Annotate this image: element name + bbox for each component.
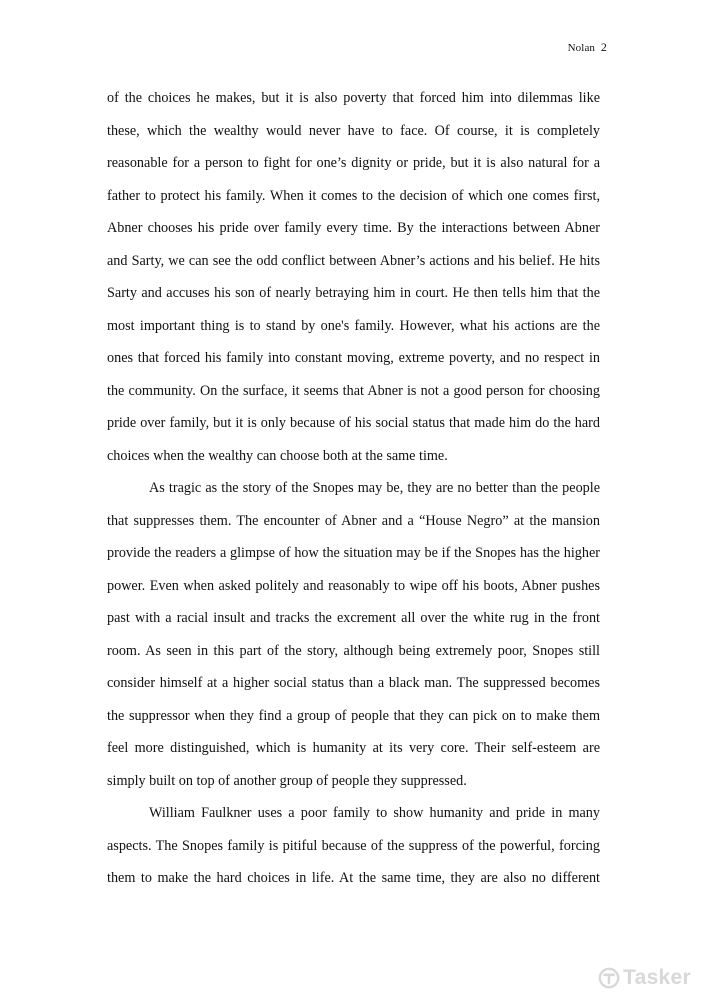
essay-body bbox=[107, 82, 600, 895]
tasker-logo-icon bbox=[598, 967, 620, 989]
watermark bbox=[598, 966, 691, 990]
paragraph-continuation: of the choices he makes, but it is also poverty that forced him into dilemmas like these, which the wealthy would never have to face. Of course, it is completely reasonable for a person to fight for one’s dignity or pride, but it is also natural for a father to protect his family. When it comes to the decision of which one comes first, Abner chooses his pride over family every time. By the interactions between Abner and Sarty, we can see the odd conflict between Abner’s actions and his belief. He hits Sarty and accuses his son of nearly betraying him in court. He then tells him that the most important thing is to stand by one's family. However, what his actions are the ones that forced his family into constant moving, extreme poverty, and no respect in the community. On the surface, it seems that Abner is not a good person for choosing pride over family, but it is only because of his social status that made him do the hard choices when the wealthy can choose both at the same time. bbox=[107, 90, 600, 464]
page-number: 2 bbox=[600, 40, 607, 54]
watermark-text: Tasker bbox=[623, 966, 691, 989]
paragraph-conclusion-start: William Faulkner uses a poor family to show humanity and pride in many aspects. The Snopes family is pitiful because of the suppress of the powerful, forcing them to make the hard choices in life. At the same time, they are also no different bbox=[107, 805, 600, 886]
running-header bbox=[568, 40, 607, 55]
header-author: Nolan bbox=[567, 42, 596, 54]
paragraph-snopes-suppression: As tragic as the story of the Snopes may be, they are no better than the people that suppresses them. The encounter of Abner and a “House Negro” at the mansion provide the readers a glimpse of how the situation may be if the Snopes has the higher power. Even when asked politely and reasonably to wipe off his boots, Abner pushes past with a racial insult and tracks the excrement all over the white rug in the front room. As seen in this part of the story, although being extremely poor, Snopes still consider himself at a higher social status than a black man. The suppressed becomes the suppressor when they find a group of people that they can pick on to make them feel more distinguished, which is humanity at its very core. Their self-esteem are simply built on top of another group of people they suppressed. bbox=[107, 480, 600, 789]
